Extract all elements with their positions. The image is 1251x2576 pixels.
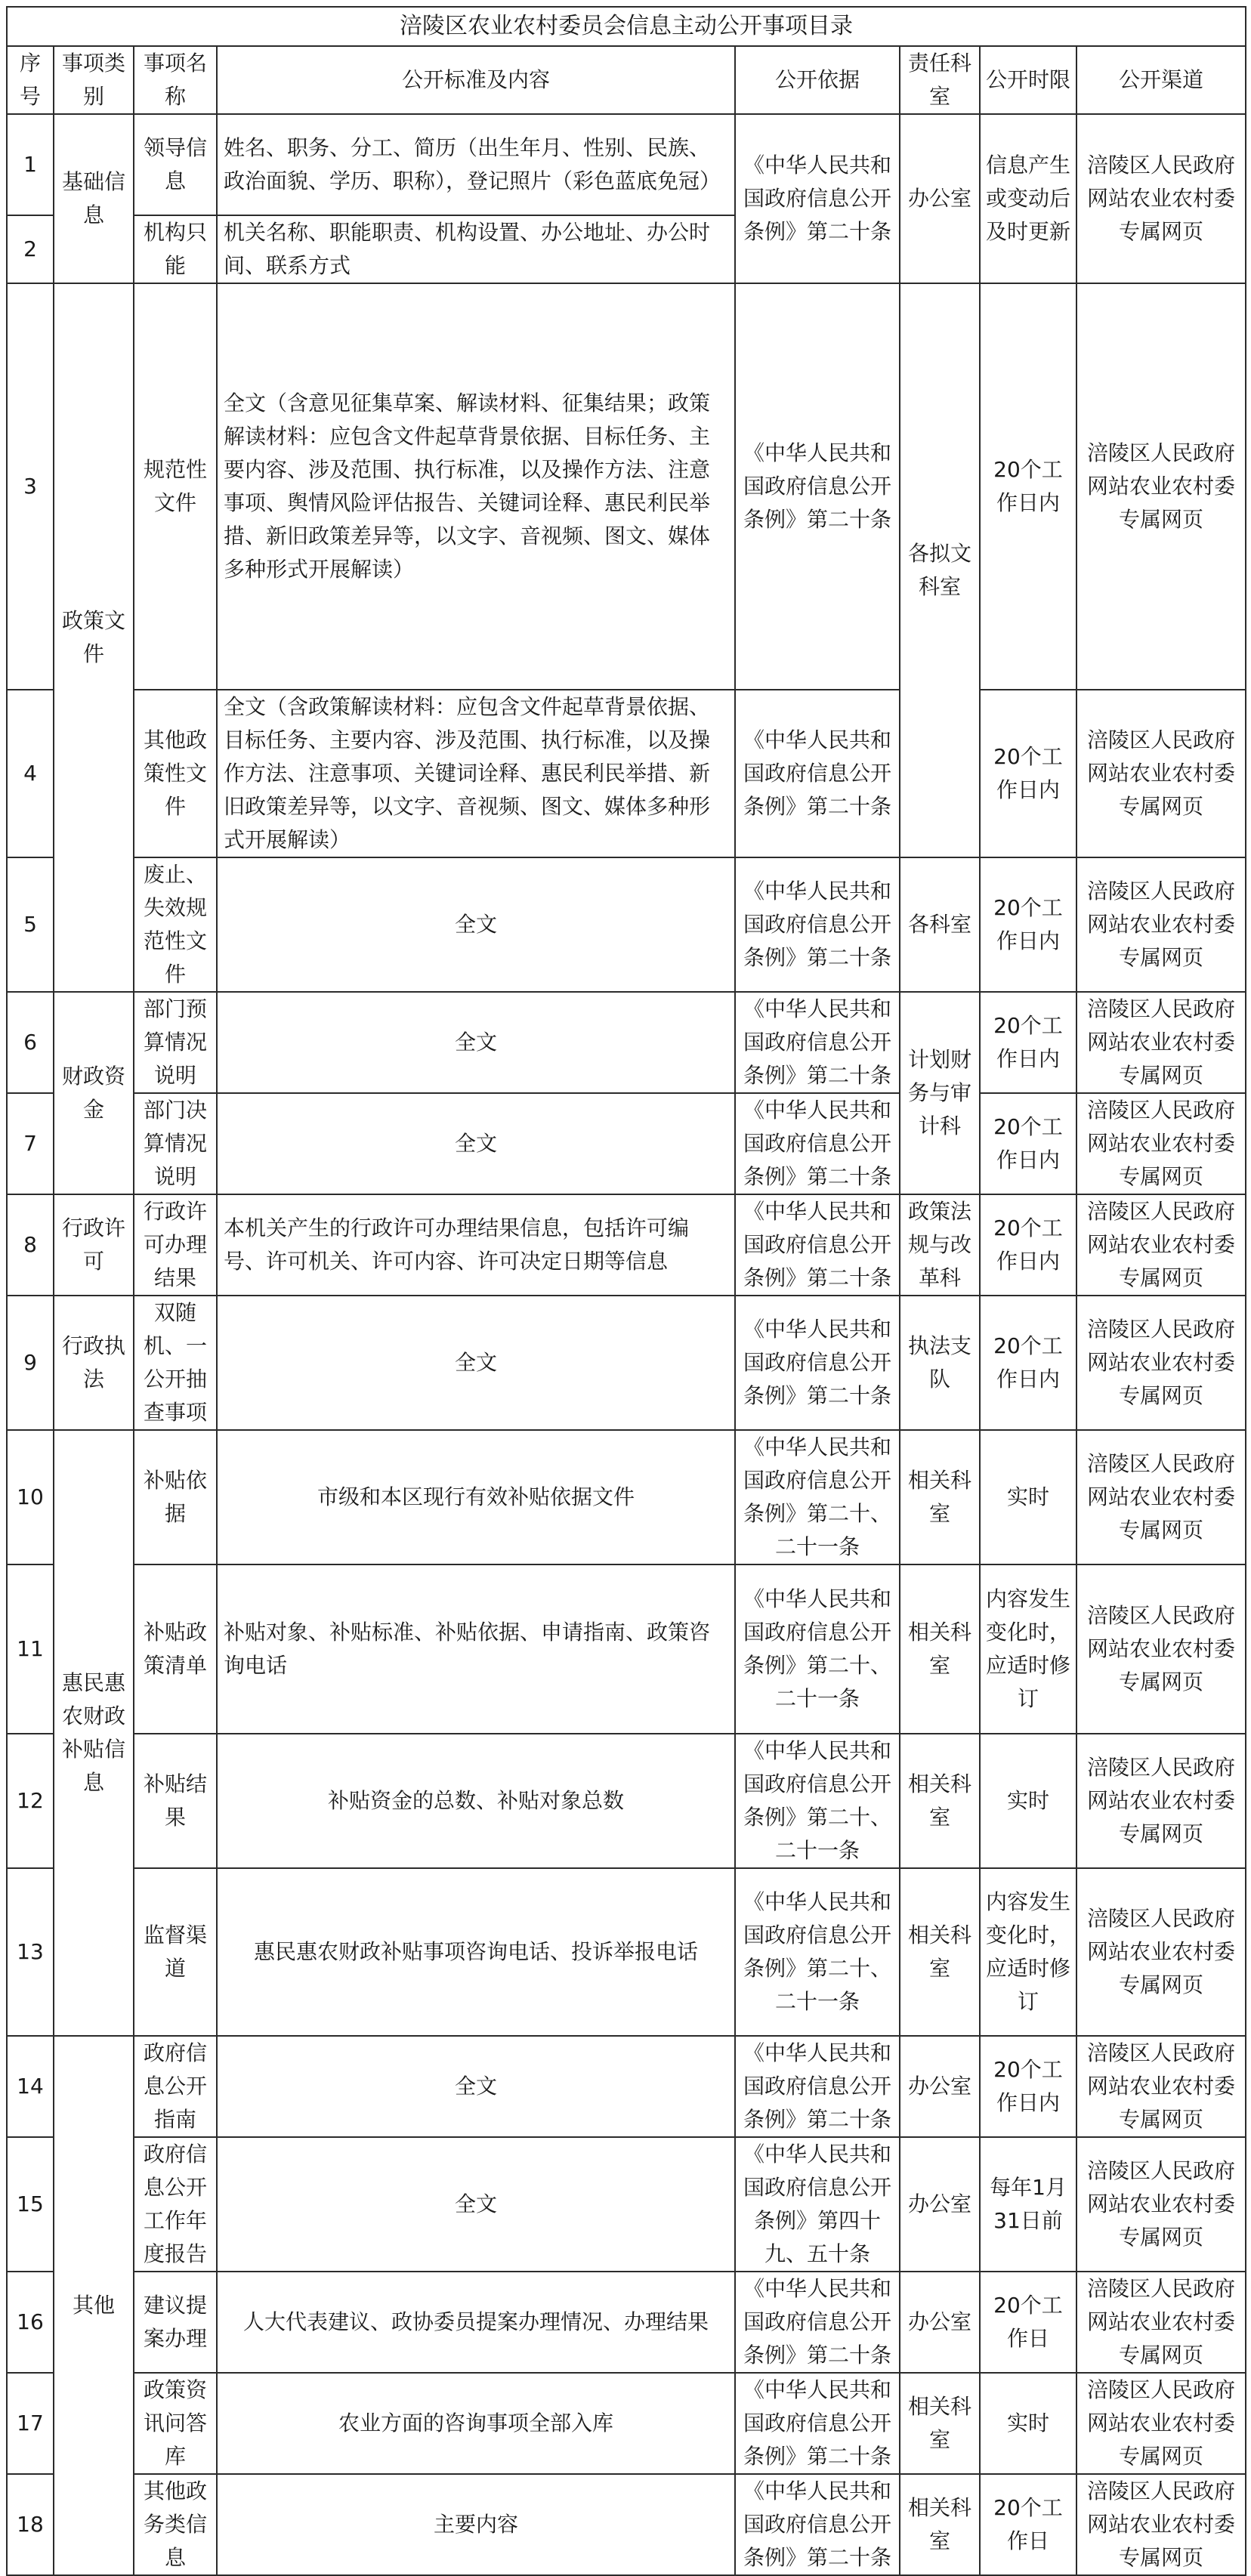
cell-dept: 相关科室 <box>900 1734 980 1868</box>
cell-seq: 2 <box>7 215 54 283</box>
cell-basis: 《中华人民共和国政府信息公开条例》第二十条 <box>735 992 900 1093</box>
cell-seq: 6 <box>7 992 54 1093</box>
cell-item: 部门预算情况说明 <box>134 992 217 1093</box>
cell-seq: 15 <box>7 2137 54 2272</box>
table-row <box>7 2036 1246 2137</box>
table-row <box>7 1868 1246 2036</box>
table-row <box>7 283 1246 690</box>
cell-seq: 18 <box>7 2474 54 2575</box>
cell-item: 补贴依据 <box>134 1430 217 1564</box>
cell-basis: 《中华人民共和国政府信息公开条例》第二十条 <box>735 2036 900 2137</box>
cell-seq: 14 <box>7 2036 54 2137</box>
cell-time: 20个工作日 <box>980 2474 1076 2575</box>
cell-channel: 涪陵区人民政府网站农业农村委专属网页 <box>1076 690 1246 857</box>
cell-channel: 涪陵区人民政府网站农业农村委专属网页 <box>1076 2272 1246 2373</box>
table-row <box>7 114 1246 215</box>
cell-dept: 相关科室 <box>900 2373 980 2474</box>
cell-content: 市级和本区现行有效补贴依据文件 <box>217 1430 735 1564</box>
cell-channel: 涪陵区人民政府网站农业农村委专属网页 <box>1076 992 1246 1093</box>
cell-item: 监督渠道 <box>134 1868 217 2036</box>
cell-channel: 涪陵区人民政府网站农业农村委专属网页 <box>1076 1868 1246 2036</box>
cell-time: 20个工作日 <box>980 2272 1076 2373</box>
cell-content: 全文（含意见征集草案、解读材料、征集结果；政策解读材料：应包含文件起草背景依据、目标任务、主要内容、涉及范围、执行标准，以及操作方法、注意事项、舆情风险评估报告、关键词诠释、惠民利民举措、新旧政策差异等，以文字、音视频、图文、媒体多种形式开展解读） <box>217 283 735 690</box>
cell-basis: 《中华人民共和国政府信息公开条例》第二十条 <box>735 857 900 992</box>
cell-dept: 相关科室 <box>900 1564 980 1734</box>
table-row <box>7 2474 1246 2575</box>
cell-seq: 10 <box>7 1430 54 1564</box>
cell-channel: 涪陵区人民政府网站农业农村委专属网页 <box>1076 1564 1246 1734</box>
table-row <box>7 1296 1246 1430</box>
cell-dept: 办公室 <box>900 2036 980 2137</box>
cell-seq: 8 <box>7 1194 54 1296</box>
cell-content: 全文 <box>217 1296 735 1430</box>
cell-seq: 1 <box>7 114 54 215</box>
cell-basis: 《中华人民共和国政府信息公开条例》第二十条 <box>735 2373 900 2474</box>
cell-time: 内容发生变化时，应适时修订 <box>980 1868 1076 2036</box>
cell-channel: 涪陵区人民政府网站农业农村委专属网页 <box>1076 1093 1246 1194</box>
cell-dept: 各科室 <box>900 857 980 992</box>
cell-time: 20个工作日内 <box>980 2036 1076 2137</box>
cell-dept: 相关科室 <box>900 1430 980 1564</box>
cell-time: 20个工作日内 <box>980 1296 1076 1430</box>
category-subsidy: 惠民惠农财政补贴信息 <box>54 1430 134 2036</box>
table-row <box>7 2137 1246 2272</box>
cell-time: 20个工作日内 <box>980 690 1076 857</box>
cell-channel: 涪陵区人民政府网站农业农村委专属网页 <box>1076 857 1246 992</box>
cell-item: 行政许可办理结果 <box>134 1194 217 1296</box>
header-dept: 责任科室 <box>900 46 980 114</box>
header-category: 事项类别 <box>54 46 134 114</box>
table-row <box>7 857 1246 992</box>
cell-content: 全文 <box>217 2137 735 2272</box>
header-seq: 序号 <box>7 46 54 114</box>
header-item: 事项名称 <box>134 46 217 114</box>
cell-seq: 4 <box>7 690 54 857</box>
cell-time: 20个工作日内 <box>980 1093 1076 1194</box>
cell-channel: 涪陵区人民政府网站农业农村委专属网页 <box>1076 2373 1246 2474</box>
table-row <box>7 2373 1246 2474</box>
cell-seq: 3 <box>7 283 54 690</box>
cell-content: 全文 <box>217 992 735 1093</box>
cell-dept: 办公室 <box>900 2272 980 2373</box>
cell-time: 20个工作日内 <box>980 857 1076 992</box>
cell-content: 本机关产生的行政许可办理结果信息，包括许可编号、许可机关、许可内容、许可决定日期等信息 <box>217 1194 735 1296</box>
cell-content: 全文 <box>217 2036 735 2137</box>
cell-dept: 执法支队 <box>900 1296 980 1430</box>
category-basic: 基础信息 <box>54 114 134 283</box>
cell-content: 惠民惠农财政补贴事项咨询电话、投诉举报电话 <box>217 1868 735 2036</box>
cell-basis: 《中华人民共和国政府信息公开条例》第二十、二十一条 <box>735 1734 900 1868</box>
table-row <box>7 1093 1246 1194</box>
cell-basis: 《中华人民共和国政府信息公开条例》第二十、二十一条 <box>735 1868 900 2036</box>
cell-content: 补贴资金的总数、补贴对象总数 <box>217 1734 735 1868</box>
cell-content: 全文 <box>217 1093 735 1194</box>
cell-item: 政府信息公开工作年度报告 <box>134 2137 217 2272</box>
catalog-sheet <box>6 6 1245 2576</box>
header-time: 公开时限 <box>980 46 1076 114</box>
cell-channel: 涪陵区人民政府网站农业农村委专属网页 <box>1076 1296 1246 1430</box>
cell-channel: 涪陵区人民政府网站农业农村委专属网页 <box>1076 283 1246 690</box>
cell-seq: 5 <box>7 857 54 992</box>
cell-content: 人大代表建议、政协委员提案办理情况、办理结果 <box>217 2272 735 2373</box>
category-license: 行政许可 <box>54 1194 134 1296</box>
table-row <box>7 1430 1246 1564</box>
cell-time: 实时 <box>980 1430 1076 1564</box>
cell-seq: 9 <box>7 1296 54 1430</box>
cell-time: 内容发生变化时，应适时修订 <box>980 1564 1076 1734</box>
category-policy: 政策文件 <box>54 283 134 992</box>
cell-time: 每年1月31日前 <box>980 2137 1076 2272</box>
cell-item: 补贴政策清单 <box>134 1564 217 1734</box>
cell-time: 20个工作日内 <box>980 1194 1076 1296</box>
cell-channel: 涪陵区人民政府网站农业农村委专属网页 <box>1076 2036 1246 2137</box>
cell-channel: 涪陵区人民政府网站农业农村委专属网页 <box>1076 114 1246 283</box>
catalog-table <box>6 6 1246 2576</box>
header-row <box>7 46 1246 114</box>
cell-basis: 《中华人民共和国政府信息公开条例》第四十九、五十条 <box>735 2137 900 2272</box>
cell-seq: 11 <box>7 1564 54 1734</box>
cell-seq: 7 <box>7 1093 54 1194</box>
cell-content: 补贴对象、补贴标准、补贴依据、申请指南、政策咨询电话 <box>217 1564 735 1734</box>
table-title: 涪陵区农业农村委员会信息主动公开事项目录 <box>7 7 1246 46</box>
cell-item: 政策资讯问答库 <box>134 2373 217 2474</box>
table-row <box>7 2272 1246 2373</box>
cell-basis: 《中华人民共和国政府信息公开条例》第二十条 <box>735 2474 900 2575</box>
cell-basis: 《中华人民共和国政府信息公开条例》第二十条 <box>735 1296 900 1430</box>
header-content: 公开标准及内容 <box>217 46 735 114</box>
cell-seq: 16 <box>7 2272 54 2373</box>
table-row <box>7 1734 1246 1868</box>
category-enforce: 行政执法 <box>54 1296 134 1430</box>
cell-channel: 涪陵区人民政府网站农业农村委专属网页 <box>1076 1430 1246 1564</box>
cell-item: 规范性文件 <box>134 283 217 690</box>
header-basis: 公开依据 <box>735 46 900 114</box>
table-row <box>7 690 1246 857</box>
cell-dept: 办公室 <box>900 114 980 283</box>
cell-dept: 各拟文科室 <box>900 283 980 857</box>
cell-dept: 相关科室 <box>900 2474 980 2575</box>
cell-dept: 政策法规与改革科 <box>900 1194 980 1296</box>
cell-content: 机关名称、职能职责、机构设置、办公地址、办公时间、联系方式 <box>217 215 735 283</box>
category-finance: 财政资金 <box>54 992 134 1194</box>
cell-channel: 涪陵区人民政府网站农业农村委专属网页 <box>1076 2137 1246 2272</box>
cell-item: 政府信息公开指南 <box>134 2036 217 2137</box>
cell-channel: 涪陵区人民政府网站农业农村委专属网页 <box>1076 2474 1246 2575</box>
cell-time: 20个工作日内 <box>980 992 1076 1093</box>
cell-dept: 办公室 <box>900 2137 980 2272</box>
cell-basis: 《中华人民共和国政府信息公开条例》第二十、二十一条 <box>735 1564 900 1734</box>
cell-basis: 《中华人民共和国政府信息公开条例》第二十条 <box>735 690 900 857</box>
cell-dept: 计划财务与审计科 <box>900 992 980 1194</box>
cell-dept: 相关科室 <box>900 1868 980 2036</box>
cell-item: 部门决算情况说明 <box>134 1093 217 1194</box>
cell-seq: 12 <box>7 1734 54 1868</box>
cell-seq: 17 <box>7 2373 54 2474</box>
cell-item: 废止、失效规范性文件 <box>134 857 217 992</box>
cell-basis: 《中华人民共和国政府信息公开条例》第二十条 <box>735 1093 900 1194</box>
cell-channel: 涪陵区人民政府网站农业农村委专属网页 <box>1076 1194 1246 1296</box>
cell-content: 农业方面的咨询事项全部入库 <box>217 2373 735 2474</box>
cell-content: 姓名、职务、分工、简历（出生年月、性别、民族、政治面貌、学历、职称），登记照片（彩色蓝底免冠） <box>217 114 735 215</box>
cell-basis: 《中华人民共和国政府信息公开条例》第二十、二十一条 <box>735 1430 900 1564</box>
cell-content: 主要内容 <box>217 2474 735 2575</box>
cell-basis: 《中华人民共和国政府信息公开条例》第二十条 <box>735 114 900 283</box>
cell-item: 其他政策性文件 <box>134 690 217 857</box>
cell-content: 全文 <box>217 857 735 992</box>
cell-basis: 《中华人民共和国政府信息公开条例》第二十条 <box>735 2272 900 2373</box>
cell-item: 机构只能 <box>134 215 217 283</box>
cell-seq: 13 <box>7 1868 54 2036</box>
cell-content: 全文（含政策解读材料：应包含文件起草背景依据、目标任务、主要内容、涉及范围、执行标准，以及操作方法、注意事项、关键词诠释、惠民利民举措、新旧政策差异等，以文字、音视频、图文、媒体多种形式开展解读） <box>217 690 735 857</box>
table-row <box>7 1564 1246 1734</box>
table-row <box>7 1194 1246 1296</box>
cell-basis: 《中华人民共和国政府信息公开条例》第二十条 <box>735 1194 900 1296</box>
cell-item: 领导信息 <box>134 114 217 215</box>
cell-channel: 涪陵区人民政府网站农业农村委专属网页 <box>1076 1734 1246 1868</box>
cell-basis: 《中华人民共和国政府信息公开条例》第二十条 <box>735 283 900 690</box>
cell-item: 其他政务类信息 <box>134 2474 217 2575</box>
cell-time: 实时 <box>980 2373 1076 2474</box>
cell-item: 建议提案办理 <box>134 2272 217 2373</box>
cell-time: 信息产生或变动后及时更新 <box>980 114 1076 283</box>
category-other: 其他 <box>54 2036 134 2575</box>
cell-item: 双随机、一公开抽查事项 <box>134 1296 217 1430</box>
table-row <box>7 992 1246 1093</box>
cell-item: 补贴结果 <box>134 1734 217 1868</box>
header-channel: 公开渠道 <box>1076 46 1246 114</box>
cell-time: 20个工作日内 <box>980 283 1076 690</box>
cell-time: 实时 <box>980 1734 1076 1868</box>
